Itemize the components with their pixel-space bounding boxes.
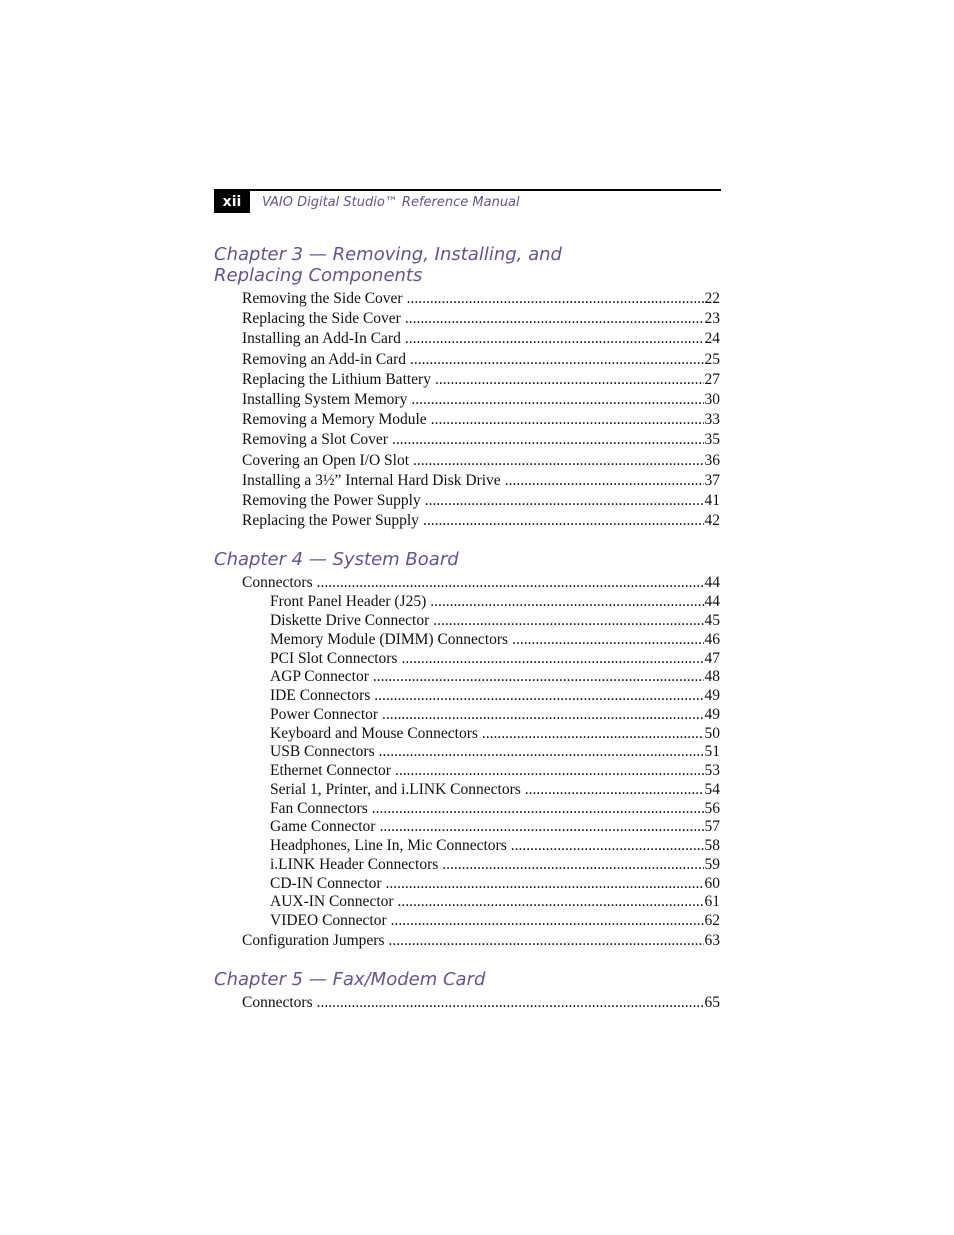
toc-entry-page: 24 (704, 330, 720, 348)
dot-leader (435, 370, 704, 390)
toc-entry-page: 58 (704, 837, 720, 855)
toc-entry[interactable] (214, 725, 720, 744)
dot-leader (430, 593, 703, 612)
dot-leader (386, 875, 704, 894)
toc-entry[interactable] (214, 743, 720, 762)
toc-entry-label: Headphones, Line In, Mic Connectors (270, 837, 507, 855)
dot-leader (373, 668, 704, 687)
toc-entry-label: PCI Slot Connectors (270, 649, 398, 667)
toc-entry-page: 54 (704, 780, 720, 798)
dot-leader (372, 800, 704, 819)
toc-entry-page: 36 (704, 451, 720, 469)
toc-entry-label: AGP Connector (270, 668, 369, 686)
toc-entry-label: Installing System Memory (242, 390, 408, 408)
toc-entry[interactable] (214, 762, 720, 781)
toc-entry-page: 49 (704, 687, 720, 705)
toc-entry-label: Removing an Add-in Card (242, 350, 407, 368)
dot-leader (398, 893, 704, 912)
dot-leader (395, 762, 704, 781)
table-of-contents (214, 244, 720, 1013)
toc-entry[interactable] (214, 650, 720, 669)
toc-entry[interactable] (214, 491, 720, 511)
toc-entry-page: 45 (704, 612, 720, 630)
toc-entry[interactable] (214, 451, 720, 471)
dot-leader (442, 856, 703, 875)
dot-leader (410, 350, 703, 370)
toc-entry-label: Ethernet Connector (270, 762, 391, 780)
dot-leader (405, 329, 704, 349)
chapter-title[interactable]: Chapter 4 — System Board (214, 549, 459, 571)
dot-leader (379, 743, 704, 762)
toc-entry-page: 65 (704, 994, 720, 1012)
toc-entry-label: Game Connector (270, 818, 376, 836)
toc-entry[interactable] (214, 856, 720, 875)
chapter-title[interactable]: Chapter 5 — Fax/Modem Card (214, 969, 486, 991)
dot-leader (433, 612, 703, 631)
dot-leader (411, 390, 703, 410)
toc-entry[interactable] (214, 309, 720, 329)
toc-entry[interactable] (214, 573, 720, 593)
toc-entry-label: Installing an Add-In Card (242, 330, 401, 348)
toc-entry-page: 50 (704, 724, 720, 742)
toc-entry-label: Connectors (242, 574, 313, 592)
toc-entry-label: Memory Module (DIMM) Connectors (270, 630, 509, 648)
toc-chapter (214, 969, 720, 1013)
toc-entry-label: Connectors (242, 994, 313, 1012)
dot-leader (512, 631, 703, 650)
toc-entry-page: 22 (704, 290, 720, 307)
toc-entry-label: Fan Connectors (270, 799, 368, 817)
toc-entry[interactable] (214, 350, 720, 370)
running-title: VAIO Digital Studio™ Reference Manual (262, 195, 520, 210)
toc-entry-label: USB Connectors (270, 743, 375, 761)
toc-entry[interactable] (214, 410, 720, 430)
toc-entry-label: i.LINK Header Connectors (270, 855, 439, 873)
toc-entry-label: Front Panel Header (J25) (270, 593, 427, 611)
toc-entry-page: 23 (704, 310, 720, 328)
toc-entry-page: 51 (704, 743, 720, 761)
dot-leader (391, 912, 704, 931)
toc-entry-label: Power Connector (270, 705, 379, 723)
toc-entry[interactable] (214, 781, 720, 800)
dot-leader (525, 781, 704, 800)
dot-leader (431, 410, 704, 430)
dot-leader (413, 451, 703, 471)
toc-entry-label: Replacing the Lithium Battery (242, 370, 431, 388)
toc-entry-label: Diskette Drive Connector (270, 612, 430, 630)
toc-entry[interactable] (214, 430, 720, 450)
toc-entry-label: Replacing the Power Supply (242, 512, 419, 530)
dot-leader (511, 837, 704, 856)
toc-entry[interactable] (214, 706, 720, 725)
dot-leader (482, 725, 704, 744)
toc-entry[interactable] (214, 687, 720, 706)
toc-entry-label: Removing the Power Supply (242, 491, 421, 509)
page-number: xii (214, 191, 250, 213)
toc-entry-page: 33 (704, 411, 720, 429)
dot-leader (401, 650, 703, 669)
dot-leader (407, 289, 704, 309)
toc-entry-label: AUX-IN Connector (270, 893, 394, 911)
dot-leader (392, 430, 704, 450)
chapter-title[interactable]: Chapter 3 — Removing, Installing, and Replacing Components (214, 244, 562, 286)
dot-leader (405, 309, 704, 329)
toc-entry[interactable] (214, 818, 720, 837)
toc-entry-page: 37 (704, 471, 720, 489)
toc-entry-label: Removing a Slot Cover (242, 431, 388, 449)
toc-entry-page: 53 (704, 762, 720, 780)
toc-entry-page: 61 (704, 893, 720, 911)
toc-entry[interactable] (214, 931, 720, 951)
toc-entry-label: Installing a 3½” Internal Hard Disk Drive (242, 471, 501, 489)
dot-leader (382, 706, 703, 725)
toc-entry-page: 56 (704, 799, 720, 817)
toc-entry-page: 46 (704, 630, 720, 648)
toc-entry-label: CD-IN Connector (270, 874, 382, 892)
toc-entry-page: 41 (704, 491, 720, 509)
toc-chapter (214, 549, 720, 951)
toc-entry-label: Keyboard and Mouse Connectors (270, 724, 478, 742)
toc-entry-page: 60 (704, 874, 720, 892)
toc-entry-label: Serial 1, Printer, and i.LINK Connectors (270, 780, 521, 798)
toc-entry[interactable] (214, 837, 720, 856)
toc-entry[interactable] (214, 631, 720, 650)
toc-entry-label: Covering an Open I/O Slot (242, 451, 410, 469)
toc-entry-page: 25 (704, 350, 720, 368)
toc-entry-page: 27 (704, 370, 720, 388)
toc-entry-page: 47 (704, 649, 720, 667)
toc-chapter (214, 244, 720, 531)
toc-entry[interactable] (214, 912, 720, 931)
toc-entry[interactable] (214, 511, 720, 531)
toc-entry-label: Configuration Jumpers (242, 931, 385, 949)
dot-leader (423, 511, 704, 531)
toc-entry-page: 42 (704, 512, 720, 530)
toc-entry[interactable] (214, 593, 720, 612)
toc-entry[interactable] (214, 370, 720, 390)
toc-entry[interactable] (214, 471, 720, 491)
toc-entry-label: IDE Connectors (270, 687, 371, 705)
toc-entry[interactable] (214, 329, 720, 349)
toc-entry-page: 48 (704, 668, 720, 686)
dot-leader (505, 471, 704, 491)
toc-entry-label: VIDEO Connector (270, 912, 387, 930)
toc-entry[interactable] (214, 993, 720, 1013)
dot-leader (374, 687, 703, 706)
dot-leader (389, 931, 704, 951)
toc-entry-label: Removing the Side Cover (242, 290, 403, 307)
toc-entry-page: 44 (704, 593, 720, 611)
toc-entry-page: 62 (704, 912, 720, 930)
header-rule (214, 189, 721, 191)
toc-entry-page: 57 (704, 818, 720, 836)
toc-entry[interactable] (214, 289, 720, 309)
toc-entry-page: 63 (704, 931, 720, 949)
toc-entry-page: 44 (704, 574, 720, 592)
dot-leader (317, 993, 704, 1013)
toc-entry[interactable] (214, 390, 720, 410)
dot-leader (425, 491, 704, 511)
toc-entry[interactable] (214, 800, 720, 819)
toc-entry-page: 35 (704, 431, 720, 449)
toc-entry[interactable] (214, 612, 720, 631)
toc-entry-page: 30 (704, 390, 720, 408)
toc-entry-page: 59 (704, 855, 720, 873)
toc-entry[interactable] (214, 893, 720, 912)
toc-entry[interactable] (214, 875, 720, 894)
toc-entry-label: Replacing the Side Cover (242, 310, 401, 328)
toc-entry[interactable] (214, 668, 720, 687)
dot-leader (379, 818, 703, 837)
toc-entry-page: 49 (704, 705, 720, 723)
dot-leader (317, 573, 704, 593)
toc-entry-label: Removing a Memory Module (242, 411, 427, 429)
